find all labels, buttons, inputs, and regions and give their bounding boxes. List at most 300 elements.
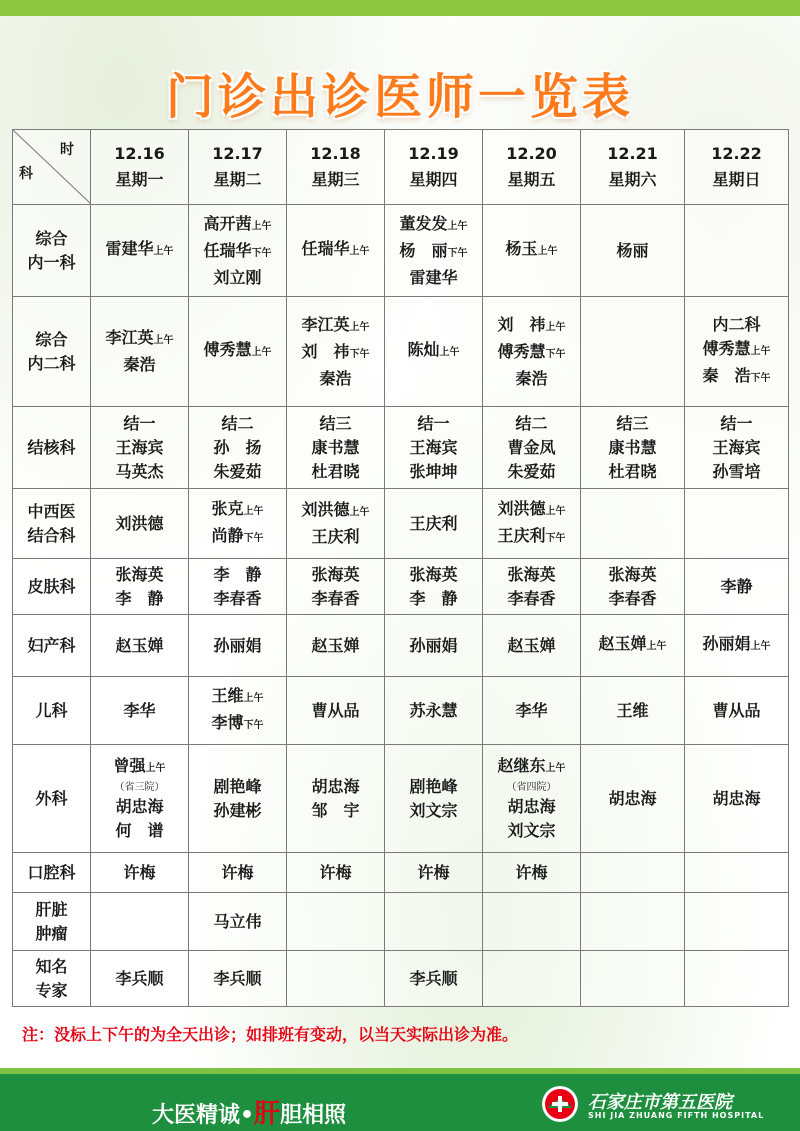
- session-label: 上午: [750, 641, 771, 652]
- doctor-name: 李 静: [409, 588, 458, 608]
- department-name: 肝脏: [35, 899, 68, 919]
- doctor-cell: [581, 407, 685, 489]
- session-label: 上午: [545, 505, 566, 517]
- session-label: 上午: [145, 763, 166, 774]
- department-cell: [13, 205, 91, 297]
- doctor-entry: [581, 412, 684, 436]
- doctor-cell: [287, 951, 385, 1007]
- doctor-name: 胡忠海: [507, 797, 556, 816]
- doctor-name: 傅秀慧: [702, 338, 751, 358]
- doctor-name: 任瑞华: [203, 240, 252, 260]
- doctor-cell: [287, 677, 385, 745]
- doctor-name: 高开茜: [203, 213, 252, 233]
- doctor-cell: [189, 951, 287, 1007]
- doctor-entry: [483, 699, 580, 723]
- doctor-name: 秦浩: [515, 368, 548, 388]
- doctor-cell: [91, 853, 189, 893]
- doctor-cell: [483, 407, 581, 489]
- schedule-row: [13, 407, 789, 489]
- department-cell: [13, 853, 91, 893]
- doctor-name: 王维: [211, 685, 244, 705]
- doctor-name: 赵玉婵: [115, 635, 164, 655]
- doctor-name: 张海英: [311, 564, 360, 584]
- doctor-entry: [189, 967, 286, 991]
- session-label: 上午: [447, 220, 468, 232]
- doctor-cell: [685, 951, 789, 1007]
- doctor-name: 杨丽: [616, 240, 649, 260]
- session-label: 下午: [349, 348, 370, 360]
- doctor-cell: [685, 407, 789, 489]
- doctor-entry: [685, 364, 788, 391]
- session-label: 下午: [251, 247, 272, 259]
- doctor-name: 结二: [515, 413, 548, 433]
- doctor-name: 秦浩: [319, 368, 352, 388]
- doctor-entry: [91, 819, 188, 843]
- doctor-name: 曹从品: [311, 700, 360, 720]
- doctor-cell: [685, 489, 789, 559]
- doctor-entry: [483, 861, 580, 885]
- doctor-name: 李兵顺: [213, 968, 262, 988]
- department-cell: [13, 615, 91, 677]
- day-weekday: 星期二: [213, 170, 262, 189]
- doctor-name: 孙建彬: [213, 800, 262, 820]
- doctor-entry: [385, 967, 482, 991]
- doctor-entry: [287, 340, 384, 367]
- doctor-name: 张坤坤: [409, 461, 458, 481]
- doctor-name: 李兵顺: [115, 968, 164, 988]
- doctor-name: 剧艳峰: [213, 776, 262, 796]
- doctor-name: 结一: [720, 413, 753, 433]
- day-date: 12.19: [408, 144, 459, 163]
- doctor-entry: [483, 412, 580, 436]
- doctor-entry: [287, 412, 384, 436]
- doctor-entry: [483, 313, 580, 340]
- schedule-row: [13, 297, 789, 407]
- day-weekday: 星期一: [115, 170, 164, 189]
- day-weekday: 星期五: [507, 170, 556, 189]
- doctor-cell: [581, 951, 685, 1007]
- doctor-name: 王海宾: [409, 437, 458, 457]
- doctor-entry: [483, 524, 580, 551]
- doctor-cell: [685, 677, 789, 745]
- doctor-name: 王庆利: [409, 513, 458, 533]
- doctor-name: 结三: [616, 413, 649, 433]
- session-label: 上午: [545, 321, 566, 333]
- session-label: 上午: [439, 347, 460, 358]
- doctor-entry: [189, 910, 286, 934]
- doctor-cell: [189, 407, 287, 489]
- schedule-row: [13, 677, 789, 745]
- session-label: 下午: [243, 719, 264, 731]
- page-title: 门诊出诊医师一览表: [165, 69, 634, 125]
- doctor-name: 刘立刚: [213, 267, 262, 287]
- day-weekday: 星期三: [311, 170, 360, 189]
- doctor-entry: [287, 237, 384, 264]
- doctor-cell: [483, 205, 581, 297]
- doctor-name: 雷建华: [105, 239, 154, 258]
- doctor-cell: [385, 615, 483, 677]
- day-header: [581, 130, 685, 205]
- session-label: 下午: [545, 348, 566, 360]
- doctor-cell: [483, 559, 581, 615]
- schedule-row: [13, 489, 789, 559]
- doctor-entry: [287, 367, 384, 391]
- doctor-entry: [685, 699, 788, 723]
- doctor-name: 董发发: [399, 213, 448, 233]
- session-label: 下午: [447, 247, 468, 259]
- doctor-entry: [685, 787, 788, 811]
- department-name: 儿科: [35, 700, 68, 720]
- doctor-entry: [287, 587, 384, 611]
- doctor-entry: [385, 412, 482, 436]
- doctor-entry: [189, 563, 286, 587]
- doctor-entry: [483, 795, 580, 819]
- session-label: 下午: [750, 372, 771, 384]
- department-name: 知名: [35, 956, 68, 976]
- doctor-entry: [581, 699, 684, 723]
- doctor-entry: [91, 326, 188, 353]
- doctor-cell: [483, 951, 581, 1007]
- department-name: 肿瘤: [35, 923, 68, 943]
- doctor-entry: [189, 799, 286, 823]
- doctor-name: 曹从品: [712, 700, 761, 720]
- doctor-entry: [189, 239, 286, 266]
- doctor-entry: [685, 460, 788, 484]
- doctor-entry: [685, 436, 788, 460]
- doctor-cell: [483, 615, 581, 677]
- doctor-name: 李江英: [105, 328, 154, 347]
- doctor-entry: [483, 436, 580, 460]
- doctor-cell: [483, 297, 581, 407]
- doctor-name: 李 静: [213, 564, 262, 584]
- doctor-name: 刘文宗: [409, 800, 458, 820]
- doctor-entry: [581, 587, 684, 611]
- doctor-entry: [385, 239, 482, 266]
- doctor-name: 许梅: [417, 862, 450, 882]
- doctor-cell: [287, 745, 385, 853]
- doctor-entry: [287, 563, 384, 587]
- doctor-cell: [385, 893, 483, 951]
- doctor-entry: [385, 634, 482, 658]
- doctor-name: 李静: [720, 576, 753, 596]
- doctor-entry: [189, 775, 286, 799]
- doctor-name: 雷建华: [409, 267, 458, 287]
- session-label: 上午: [349, 507, 370, 518]
- doctor-entry: [91, 353, 188, 377]
- schedule-row: [13, 615, 789, 677]
- doctor-cell: [685, 297, 789, 407]
- doctor-name: 傅秀慧: [497, 341, 546, 361]
- doctor-name: 朱爱茹: [213, 461, 262, 481]
- doctor-cell: [189, 745, 287, 853]
- schedule-row: [13, 745, 789, 853]
- doctor-name: 李春香: [507, 588, 556, 608]
- doctor-name: 苏永慧: [409, 700, 458, 720]
- doctor-entry: [685, 632, 788, 659]
- doctor-entry: [287, 799, 384, 823]
- doctor-cell: [91, 951, 189, 1007]
- corner-time-label: 时: [60, 142, 74, 158]
- doctor-entry: [287, 313, 384, 340]
- doctor-cell: [189, 489, 287, 559]
- doctor-name: 王维: [616, 700, 649, 720]
- doctor-entry: [685, 313, 788, 337]
- doctor-entry: [385, 338, 482, 365]
- doctor-name: 刘洪德: [497, 498, 546, 518]
- department-name: 口腔科: [27, 862, 76, 882]
- doctor-entry: [91, 634, 188, 658]
- doctor-cell: [189, 559, 287, 615]
- doctor-entry: [189, 460, 286, 484]
- doctor-name: 曹金凤: [507, 437, 556, 457]
- doctor-name: 结一: [123, 413, 156, 433]
- doctor-entry: [385, 212, 482, 239]
- doctor-entry: [91, 436, 188, 460]
- doctor-entry: [581, 563, 684, 587]
- doctor-name: 刘文宗: [507, 821, 556, 840]
- doctor-cell: [91, 615, 189, 677]
- session-label: 上午: [750, 345, 771, 357]
- doctor-cell: [385, 677, 483, 745]
- doctor-name: 张海英: [507, 564, 556, 584]
- doctor-entry: [287, 775, 384, 799]
- doctor-cell: [581, 853, 685, 893]
- doctor-entry: [385, 266, 482, 290]
- doctor-cell: [483, 893, 581, 951]
- affiliation-note: [483, 781, 580, 795]
- doctor-name: 朱爱茹: [507, 461, 556, 481]
- department-name: 内二科: [27, 353, 76, 373]
- doctor-cell: [287, 893, 385, 951]
- doctor-cell: [685, 205, 789, 297]
- doctor-entry: [287, 436, 384, 460]
- doctor-name: 许梅: [319, 862, 352, 882]
- department-cell: [13, 489, 91, 559]
- doctor-name: 刘 祎: [497, 314, 546, 334]
- doctor-cell: [581, 205, 685, 297]
- schedule-note: 注：没标上下午的为全天出诊；如排班有变动，以当天实际出诊为准。: [22, 1025, 519, 1044]
- doctor-entry: [189, 266, 286, 290]
- doctor-entry: [91, 512, 188, 536]
- doctor-name: 结三: [319, 413, 352, 433]
- doctor-cell: [581, 893, 685, 951]
- doctor-name: 孙丽娟: [702, 634, 751, 653]
- doctor-name: 李博: [211, 712, 244, 732]
- day-header: [483, 130, 581, 205]
- doctor-cell: [91, 489, 189, 559]
- doctor-entry: [385, 861, 482, 885]
- doctor-entry: [189, 212, 286, 239]
- doctor-entry: [685, 412, 788, 436]
- doctor-entry: [91, 563, 188, 587]
- schedule-table: [12, 129, 789, 1007]
- doctor-entry: [287, 498, 384, 525]
- affiliation-text: （省四院）: [506, 782, 557, 793]
- doctor-entry: [189, 524, 286, 551]
- doctor-entry: [189, 436, 286, 460]
- doctor-name: 任瑞华: [301, 239, 350, 258]
- doctor-entry: [189, 338, 286, 365]
- schedule-row: [13, 853, 789, 893]
- doctor-cell: [91, 745, 189, 853]
- doctor-entry: [483, 754, 580, 781]
- doctor-entry: [483, 634, 580, 658]
- doctor-name: 孙雪培: [712, 461, 761, 481]
- department-name: 结核科: [27, 437, 76, 457]
- doctor-entry: [385, 460, 482, 484]
- doctor-entry: [581, 787, 684, 811]
- session-label: 上午: [537, 246, 558, 257]
- session-label: 上午: [251, 220, 272, 232]
- doctor-cell: [91, 893, 189, 951]
- schedule-row: [13, 951, 789, 1007]
- hospital-name-cn: 石家庄市第五医院: [588, 1092, 732, 1113]
- department-cell: [13, 951, 91, 1007]
- department-name: 外科: [35, 788, 68, 808]
- department-name: 内一科: [27, 252, 76, 272]
- day-header: [385, 130, 483, 205]
- day-date: 12.17: [212, 144, 263, 163]
- doctor-name: 马英杰: [115, 461, 164, 481]
- doctor-name: 刘洪德: [115, 513, 164, 533]
- doctor-entry: [385, 775, 482, 799]
- department-name: 综合: [35, 228, 68, 248]
- doctor-cell: [287, 489, 385, 559]
- doctor-name: 赵继东: [497, 756, 546, 775]
- session-label: 上午: [153, 246, 174, 257]
- doctor-entry: [189, 587, 286, 611]
- doctor-name: 邹 宇: [311, 800, 360, 820]
- doctor-cell: [685, 615, 789, 677]
- doctor-entry: [483, 460, 580, 484]
- doctor-cell: [385, 559, 483, 615]
- doctor-name: 康书慧: [311, 437, 360, 457]
- department-cell: [13, 677, 91, 745]
- corner-cell: [13, 130, 91, 205]
- doctor-cell: [581, 677, 685, 745]
- doctor-name: 李兵顺: [409, 968, 458, 988]
- department-cell: [13, 297, 91, 407]
- session-label: 上午: [349, 321, 370, 333]
- doctor-cell: [91, 205, 189, 297]
- doctor-name: 结一: [417, 413, 450, 433]
- doctor-name: 胡忠海: [115, 797, 164, 816]
- department-cell: [13, 407, 91, 489]
- doctor-entry: [581, 436, 684, 460]
- department-name: 皮肤科: [27, 576, 76, 596]
- doctor-entry: [287, 861, 384, 885]
- doctor-entry: [287, 699, 384, 723]
- doctor-cell: [189, 297, 287, 407]
- doctor-entry: [483, 237, 580, 264]
- doctor-cell: [581, 297, 685, 407]
- doctor-name: 张海英: [608, 564, 657, 584]
- doctor-name: 许梅: [123, 862, 156, 882]
- doctor-name: 王海宾: [115, 437, 164, 457]
- doctor-name: 杜君晓: [608, 461, 657, 481]
- header-row: [13, 130, 789, 205]
- session-label: 上午: [243, 505, 264, 517]
- doctor-entry: [581, 239, 684, 263]
- session-label: 上午: [646, 641, 667, 652]
- doctor-name: 秦浩: [123, 355, 156, 374]
- doctor-name: 孙 扬: [213, 437, 262, 457]
- affiliation-note: [91, 781, 188, 795]
- doctor-name: 剧艳峰: [409, 776, 458, 796]
- doctor-cell: [189, 677, 287, 745]
- doctor-name: 王庆利: [497, 525, 546, 545]
- doctor-entry: [385, 436, 482, 460]
- doctor-name: 李江英: [301, 314, 350, 334]
- day-header: [91, 130, 189, 205]
- department-cell: [13, 893, 91, 951]
- doctor-cell: [385, 297, 483, 407]
- doctor-cell: [483, 853, 581, 893]
- corner-dept-label: 科: [19, 166, 33, 182]
- department-name: 中西医: [27, 501, 76, 521]
- doctor-cell: [581, 489, 685, 559]
- doctor-name: 张克: [211, 498, 244, 518]
- doctor-entry: [189, 634, 286, 658]
- doctor-cell: [685, 893, 789, 951]
- doctor-cell: [385, 407, 483, 489]
- slogan-part-2: 胆相照: [280, 1103, 347, 1128]
- doctor-entry: [91, 460, 188, 484]
- footer-stripe: [0, 1068, 800, 1074]
- slogan-dot: •: [240, 1103, 255, 1128]
- schedule-row: [13, 205, 789, 297]
- doctor-entry: [483, 587, 580, 611]
- doctor-entry: [483, 563, 580, 587]
- doctor-cell: [189, 205, 287, 297]
- doctor-cell: [685, 745, 789, 853]
- doctor-name: 赵玉婵: [507, 635, 556, 655]
- doctor-cell: [91, 407, 189, 489]
- day-weekday: 星期四: [409, 170, 458, 189]
- doctor-name: 许梅: [221, 862, 254, 882]
- slogan-red-char: 肝: [254, 1099, 281, 1129]
- doctor-name: 杨 丽: [399, 240, 448, 260]
- schedule-row: [13, 559, 789, 615]
- doctor-entry: [385, 799, 482, 823]
- doctor-cell: [91, 297, 189, 407]
- doctor-cell: [385, 853, 483, 893]
- doctor-name: 何 谱: [115, 821, 164, 840]
- doctor-entry: [91, 754, 188, 781]
- session-label: 上午: [349, 246, 370, 257]
- session-label: 上午: [251, 347, 272, 358]
- doctor-entry: [91, 699, 188, 723]
- session-label: 上午: [545, 763, 566, 774]
- doctor-entry: [91, 237, 188, 264]
- doctor-name: 孙丽娟: [213, 635, 262, 655]
- doctor-entry: [189, 711, 286, 738]
- doctor-name: 胡忠海: [712, 788, 761, 808]
- doctor-entry: [385, 699, 482, 723]
- doctor-cell: [385, 489, 483, 559]
- doctor-cell: [189, 615, 287, 677]
- doctor-entry: [189, 412, 286, 436]
- doctor-entry: [91, 861, 188, 885]
- doctor-name: 王庆利: [311, 527, 360, 546]
- doctor-entry: [287, 525, 384, 549]
- doctor-cell: [287, 853, 385, 893]
- footer-slogan: [152, 1093, 346, 1130]
- doctor-cell: [685, 559, 789, 615]
- doctor-entry: [91, 795, 188, 819]
- day-date: 12.20: [506, 144, 557, 163]
- doctor-cell: [91, 677, 189, 745]
